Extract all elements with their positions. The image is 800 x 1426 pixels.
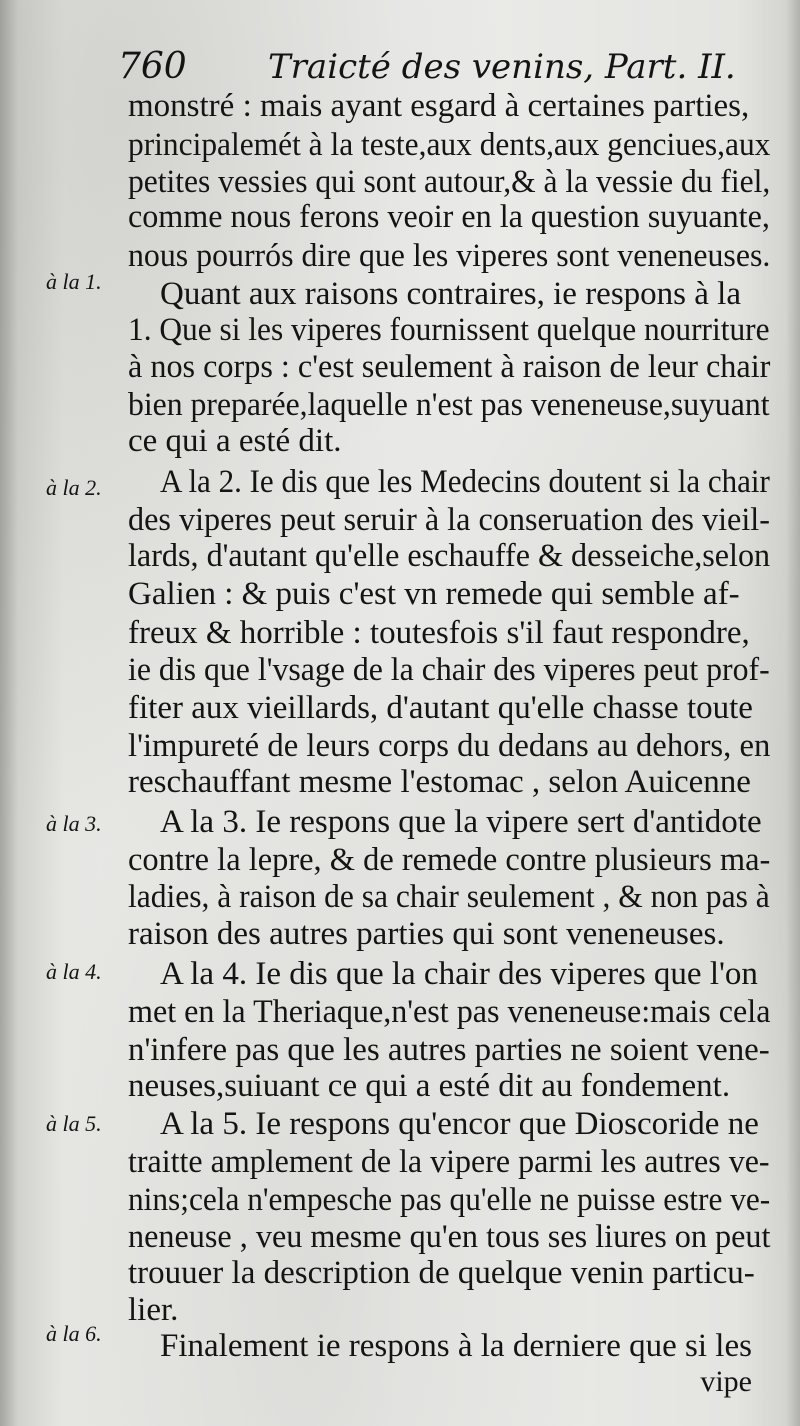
text-line: lards, d'autant qu'elle eschauffe & desseiche,selon [128, 538, 771, 574]
margin-note: à la 5. [46, 1111, 102, 1136]
text-line: ladies, à raison de sa chair seulement , & non pas à [128, 879, 770, 915]
text-line: A la 5. Ie respons qu'encor que Dioscoride ne [160, 1106, 759, 1142]
text-line: comme nous ferons veoir en la question suyuante, [128, 199, 770, 235]
text-line: lier. [128, 1292, 179, 1328]
text-line: raison des autres parties qui sont veneneuses. [128, 916, 725, 952]
text-line: freux & horrible : toutesfois s'il faut respondre, [128, 615, 750, 651]
running-title: Traicté des venins, Part. II. [268, 47, 736, 87]
text-line: A la 4. Ie dis que la chair des viperes que l'on [160, 956, 758, 992]
margin-note: à la 2. [46, 475, 102, 500]
text-line: trouuer la description de quelque venin particu- [128, 1255, 755, 1291]
text-line: Finalement ie respons à la derniere que si les [160, 1328, 752, 1364]
margin-note: à la 4. [46, 959, 102, 984]
text-line: traitte amplement de la vipere parmi les autres ve- [128, 1144, 770, 1180]
text-line: l'impureté de leurs corps du dedans au dehors, en [128, 728, 771, 764]
text-line: ie dis que l'vsage de la chair des viperes peut prof- [128, 652, 770, 688]
margin-note: à la 1. [46, 269, 102, 294]
text-line: A la 2. Ie dis que les Medecins doutent si la chair [160, 464, 770, 500]
text-line: A la 3. Ie respons que la vipere sert d'antidote [160, 804, 762, 840]
text-line: des viperes peut seruir à la conseruation des vieil- [128, 502, 770, 538]
text-line: à nos corps : c'est seulement à raison de leur chair [128, 349, 771, 385]
text-line: 1. Que si les viperes fournissent quelque nourriture [128, 312, 770, 348]
text-line: contre la lepre, & de remede contre plusieurs ma- [128, 842, 771, 878]
text-line: petites vessies qui sont autour,& à la vessie du fiel, [128, 164, 771, 200]
text-line: n'infere pas que les autres parties ne soient vene- [128, 1032, 770, 1068]
text-line: reschauffant mesme l'estomac , selon Auicenne [128, 764, 751, 800]
text-line: principalemét à la teste,aux dents,aux genciues,aux [128, 127, 771, 163]
text-line: neuses,suiuant ce qui a esté dit au fondement. [128, 1068, 731, 1104]
page-number: 760 [118, 46, 187, 87]
margin-note: à la 3. [46, 811, 102, 836]
text-line: bien preparée,laquelle n'est pas veneneuse,suyuant [128, 387, 770, 423]
text-line: monstré : mais ayant esgard à certaines parties, [128, 88, 750, 124]
text-line: Galien : & puis c'est vn remede qui semble af- [128, 576, 740, 612]
text-line: met en la Theriaque,n'est pas veneneuse:mais cela [128, 994, 771, 1030]
text-line: Quant aux raisons contraires, ie respons à la [160, 276, 741, 312]
text-line: ce qui a esté dit. [128, 423, 342, 459]
text-line: nous pourrós dire que les viperes sont veneneuses. [128, 238, 771, 274]
text-line: neneuse , veu mesme qu'en tous ses liures on peut [128, 1219, 771, 1255]
text-line: nins;cela n'empesche pas qu'elle ne puisse estre ve- [128, 1182, 771, 1218]
catchword: vipe [700, 1365, 752, 1398]
margin-note: à la 6. [46, 1321, 102, 1346]
text-line: fiter aux vieillards, d'autant qu'elle chasse toute [128, 690, 753, 726]
